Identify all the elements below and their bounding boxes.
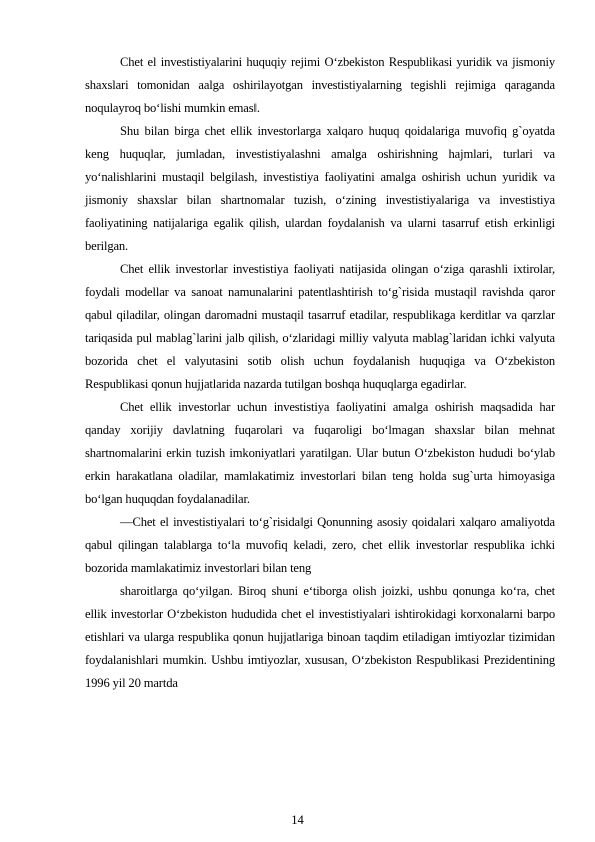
paragraph-5: ―Chet el investistiyalari to‘g`risida‖gi Qonunning asosiy qoidalari xalqaro amaliyotda qabul qilingan talablarga to‘la muvofiq keladi, zero, chet ellik investorlar respublika ichki bozorida mamlakatimiz investorlari bilan teng — [85, 515, 555, 575]
paragraph-6: sharoitlarga qo‘yilgan. Biroq shuni e‘tiborga olish joizki, ushbu qonunga ko‘ra, chet ellik investorlar O‘zbekiston hududida chet el investistiyalari ishtirokidagi korxonalarni barpo etishlari va ularga respublika qonun hujjatlariga binoan taqdim etiladigan imtiyozlar tizimidan foydalanishlari mumkin. Ushbu imtiyozlar, xususan, O‘zbekiston Respublikasi Prezidentining 1996 yil 20 martda — [85, 584, 555, 690]
paragraph-4: Chet ellik investorlar uchun investistiya faoliyatini amalga oshirish maqsadida har qanday xorijiy davlatning fuqarolari va fuqaroligi bo‘lmagan shaxslar bilan mehnat shartnomalarini erkin tuzish imkoniyatlari yaratilgan. Ular butun O‘zbekiston hududi bo‘ylab erkin harakatlana oladilar, mamlakatimiz investorlari bilan teng holda sug`urta himoyasiga bo‘lgan huquqdan foydalanadilar. — [85, 400, 555, 506]
page-body — [85, 51, 555, 695]
paragraph-1: Chet el investistiyalarini huquqiy rejimi O‘zbekiston Respublikasi yuridik va jismoniy shaxslari tomonidan aalga oshirilayotgan investistiyalarning tegishli rejimiga qaraganda noqulayroq bo‘lishi mumkin emas‖. — [85, 55, 555, 115]
paragraph-3: Chet ellik investorlar investistiya faoliyati natijasida olingan o‘ziga qarashli ixtirolar, foydali modellar va sanoat namunalarini patentlashtirish to‘g`risida mustaqil ravishda qaror qabul qiladilar, olingan daromadni mustaqil tasarruf etadilar, respublikaga kerditlar va qarzlar tariqasida pul mablag`larini jalb qilish, o‘zlaridagi milliy valyuta mablag`laridan ichki valyuta bozorida chet el valyutasini sotib olish uchun foydalanish huquqiga va O‘zbekiston Respublikasi qonun hujjatlarida nazarda tutilgan boshqa huquqlarga egadirlar. — [85, 262, 555, 391]
page-number: 14 — [291, 813, 304, 827]
paragraph-2: Shu bilan birga chet ellik investorlarga xalqaro huquq qoidalariga muvofiq g`oyatda keng huquqlar, jumladan, investistiyalashni amalga oshirishning hajmlari, turlari va yo‘nalishlarini mustaqil belgilash, investistiya faoliyatini amalga oshirish uchun yuridik va jismoniy shaxslar bilan shartnomalar tuzish, o‘zining investistiyalariga va investistiya faoliyatining natijalariga egalik qilish, ulardan foydalanish va ularni tasarruf etish erkinligi berilgan. — [85, 124, 555, 253]
